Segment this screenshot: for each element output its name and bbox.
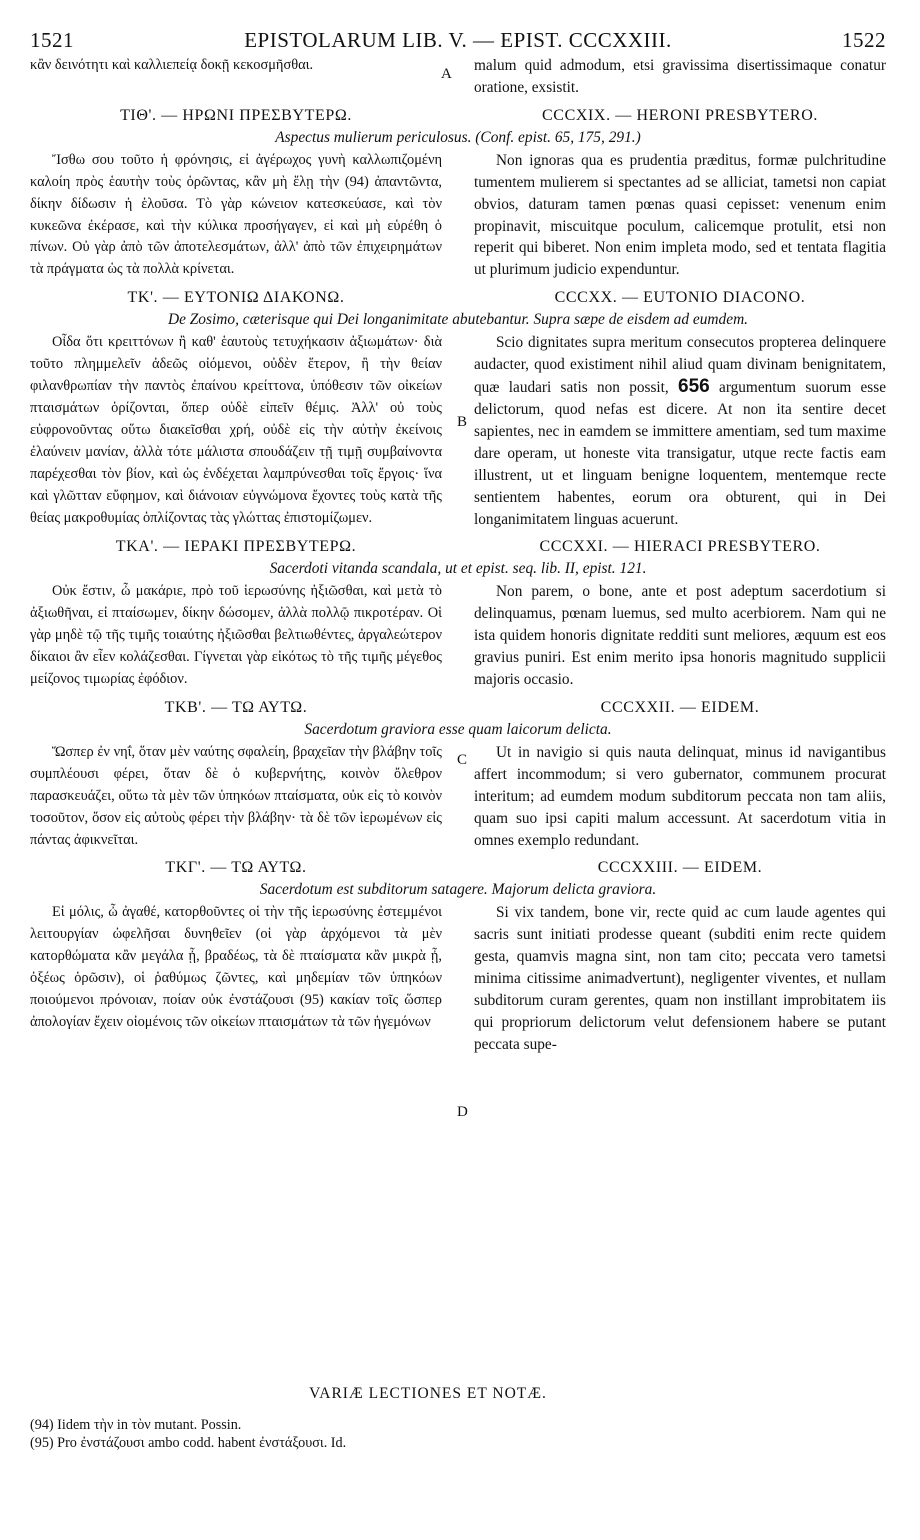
letter-319-subtitle: Aspectus mulierum periculosus. (Conf. epist. 65, 175, 291.) [275,128,641,146]
variae-title: VARIÆ LECTIONES ET NOTÆ. [309,1385,547,1402]
letter-321-subtitle: Sacerdoti vitanda scandala, ut et epist. seq. lib. II, epist. 121. [269,560,647,578]
marker-c: C [457,752,468,768]
letter-319-greek-title: ΤΙΘ'. — ΗΡΩΝΙ ΠΡΕΣΒΥΤΕΡΩ. [120,106,352,124]
letter-321-titles [30,536,886,558]
letter-320-latin-title: CCCXX. — EUTONIO DIACONO. [554,289,806,307]
letter-320-body [30,332,886,530]
intro-latin: malum quid admodum, etsi gravissima disertissimaque conatur oratione, exsistit. [474,57,886,96]
letter-320-latin-text [474,332,886,530]
letter-321-body [30,581,886,691]
letter-323-titles [30,857,886,879]
footnote-94: (94) Iidem τὴν in τὸν mutant. Possin. [30,1417,242,1433]
page-header [30,28,886,53]
intro-row [30,55,886,99]
marker-d: D [457,1104,468,1120]
running-title: EPISTOLARUM LIB. V. — EPIST. CCCXXIII. [244,28,672,52]
right-page-number: 1522 [841,28,886,52]
marker-a: A [441,66,452,82]
letter-320-subtitle: De Zosimo, cæterisque qui Dei longanimitate abutebantur. Supra sæpe de eisdem ad eumdem. [167,311,749,329]
letter-322-subtitle: Sacerdotum graviora esse quam laicorum delicta. [304,720,612,738]
letter-323-latin-text: Si vix tandem, bone vir, recte quid ac cum laude agentes qui sacris sunt initiati prodesse queant (subditi enim recte quidem gesta, quamvis magna sint, non tam cito; peccata vero tametsi minima citissime animadvertunt), negligenter viventes, et nullam subditorum curam gerentes, quam non instillant improbitatem iis qui propriorum delictorum velut defensionem habere se putant peccata supe- [474,904,886,1053]
letter-323-greek-text: Εἰ μόλις, ὦ ἀγαθέ, κατορθοῦντες οἱ τὴν τῆς ἱερωσύνης ἐστεμμένοι λειτουργίαν ὠφελῆσαι δυνηθεῖεν (οἱ γὰρ ἀρχόμενοι τὰ μὲν κατορθώματα κἂν μεγάλα ᾖ, βραδέως, τὰ δὲ πταίσματα κἂν μικρὰ ᾖ, ὀξέως ὁρῶσιν), οἱ ῥαθύμως ζῶντες, καὶ μηδεμίαν τῶν ὑπηκόων ποιούμενοι πρόνοιαν, ποίαν οὐκ ἐνστάζουσι (95) κακίαν τοῖς ὥσπερ ἀπολογίαν ἔχειν οἰομένοις τῶν οἰκείων πταισμάτων τὰ τῶν ἡγεμόνων [30,904,442,1030]
letter-323-subtitle: Sacerdotum est subditorum satagere. Majorum delicta graviora. [259,881,657,899]
margin-number: 656 [678,376,710,398]
letter-320-greek-title: ΤΚ'. — ΕΥΤΟΝΙΩ ΔΙΑΚΟΝΩ. [127,289,345,307]
letter-322-latin-title: CCCXXII. — EIDEM. [600,698,760,716]
letter-319-titles [30,105,886,127]
letter-323-greek-title: ΤΚΓ'. — ΤΩ ΑΥΤΩ. [165,859,307,877]
letter-322-titles [30,697,886,719]
letter-319-latin-title: CCCXIX. — HERONI PRESBYTERO. [542,106,818,124]
letter-321-greek-text: Οὐκ ἔστιν, ὦ μακάριε, πρὸ τοῦ ἱερωσύνης ἠξιῶσθαι, καὶ μετὰ τὸ ἀξιωθῆναι, εἰ πταίσωμεν, δίκην δώσομεν, ἀλλὰ πολλῷ πικροτέραν. Οἱ γὰρ μηδὲ τῷ τῆς τιμῆς τοιαύτης ἠξιῶσθαι βελτιωθέντες, ἀργαλεώτερον δίκαιοι ἂν εἶεν κολάζεσθαι. Γίγνεται γὰρ εἰκότως τὸ τῆς τιμῆς μέγεθος μείζονος τιμωρίας ἐφόδιον. [30,583,442,688]
marker-b: B [457,414,468,430]
letter-319-body [30,150,886,281]
letter-322-greek-title: ΤΚΒ'. — ΤΩ ΑΥΤΩ. [164,698,308,716]
letter-322-greek-text: Ὥσπερ ἐν νηΐ, ὅταν μὲν ναύτης σφαλείη, βραχεῖαν τὴν βλάβην τοῖς συμπλέουσι φέρει, ὅταν δὲ ὁ κυβερνήτης, κοινὸν ὄλεθρον παρασκευάζει, οὕτω τὰ μὲν τῶν ὑπηκόων πταίσματα, οὐκ εἰς τὸ κοινὸν τοσοῦτον, ὅσον εἰς αὐτοὺς φέρει τὴν βλάβην· τὰ δὲ τῶν ἱερωμένων εἰς πάντας ἀφικνεῖται. [30,743,442,848]
letter-321-greek-title: ΤΚΑ'. — ΙΕΡΑΚΙ ΠΡΕΣΒΥΤΕΡΩ. [115,538,357,556]
letter-319-greek-text: Ἴσθω σου τοῦτο ἡ φρόνησις, εἰ ἀγέρωχος γυνὴ καλλωπιζομένη καλοίη πρὸς ἑαυτὴν τοὺς ὁρῶντας, κἂν μὴ ἕλῃ τὴν (94) ἀπαντῶντα, δίκην δίδωσιν ἡ ἑλοῦσα. Τὸ γὰρ κώνειον κατεσκεύασε, καὶ τὸν κυκεῶνα ἐκέρασε, καὶ τὴν κύλικα προσήγαγεν, εἰ καὶ μὴ εὑρέθη ὁ πίνων. Οὐ γὰρ ἀπὸ τῶν ἀποτελεσμάτων, ἀλλ' ἀπὸ τῶν ἐπιχειρημάτων τὰ πράγματα ὡς τὰ πολλὰ κρίνεται. [30,151,442,278]
letter-321-latin-text: Non parem, o bone, ante et post adeptum sacerdotium si delinquamus, pœnam luemus, sed multo acerbiorem. Nam qui ne ista quidem honoris dignitate redditi sunt meliores, æquum est eos gravius puniri. Est enim merito ipsa honoris magnitudo supplicii majoris occasio. [474,583,886,689]
left-page-number: 1521 [30,28,74,52]
letter-322-latin-text: Ut in navigio si quis nauta delinquat, minus id navigantibus affert incommodum; si vero gubernator, communem procurat interitum; ad eumdem modum subditorum peccata non tam aliis, quam suo ipsi capiti malum accessunt. At sacerdotum vitia in omnes exemplo redundant. [474,743,886,849]
letter-321-latin-title: CCCXXI. — HIERACI PRESBYTERO. [539,538,821,556]
intro-greek: κἂν δεινότητι καὶ καλλιεπείᾳ δοκῇ κεκοσμῆσθαι. [30,57,314,73]
letter-320-latin-part-b: argumentum suorum esse delictorum, quod nefas est dicere. At non ita sentire decet sapientes, nec in eamdem se immittere amentiam, sed tum maxime dare operam, ut honeste vita transigatur, utque recte factis eam illustrent, ut et linguam benigne loquentem, mentemque recte sentientem habentes, eorum ora obturent, qui in Dei longanimitatem linguas acuerunt. [474,379,887,528]
letter-320-latin-part-a: Scio dignitates supra meritum consecutos propterea delinquere audacter, quod existiment nihil aliud quam divinam benignitatem, quæ laudari satis non possit, [474,334,886,397]
footnote-95: (95) Pro ἐνστάζουσι ambo codd. habent ἐνστάξουσι. Id. [30,1435,347,1451]
letter-319-latin-text: Non ignoras qua es prudentia præditus, formæ pulchritudine tumentem mulierem si spectantes ad se alliciat, tametsi non capiat obvios, daturam tamen pœnas quasi cepisset: venenum enim propinavit, miscuitque poculum, calicemque protulit, etsi non reperit qui biberet. Non enim impleta modo, sed et tentata flagitia ut plurimum judicio expenduntur. [474,151,886,279]
letter-320-titles [30,287,886,309]
letter-323-body [30,902,886,1055]
letter-320-greek-text: Οἶδα ὅτι κρειττόνων ἢ καθ' ἑαυτοὺς τετυχήκασιν ἀξιωμάτων· διὰ τοῦτο πλημμελεῖν ἀδεῶς οἰόμενοι, οὐδὲν ἕτερον, ἢ τὴν θείαν φιλανθρωπίαν τὴν παντὸς ἐπαίνου κρείττονα, ὑπόθεσιν τῶν οἰκείων πταισμάτων ὁρίζονται, ὅπερ οὐδὲ εἰπεῖν θέμις. Ἀλλ' οὐ τοὺς εὐφρονοῦντας οὕτω διακεῖσθαι χρή, οὐδὲ εἰς τὴν αὐτὴν ἐκείνοις ἐλαύνειν μανίαν, ἀλλὰ τότε μάλιστα σπουδάζειν τῇ τιμῇ συμβαίνοντα παρέχεσθαι τὸν βίον, καὶ ὡς ἐνδέχεται λαμπρύνεσθαι τοῖς ἔργοις· ἵνα καὶ γλῶτταν εὔφημον, καὶ διάνοιαν εὐγνώμονα ἔχοντες τοὺς κατὰ τῆς θείας μακροθυμίας ὁπλίζοντας τὰς γλώττας ἐπιστομίζωμεν. [30,334,442,526]
page [30,28,886,1056]
letter-323-latin-title: CCCXXIII. — EIDEM. [597,859,763,877]
